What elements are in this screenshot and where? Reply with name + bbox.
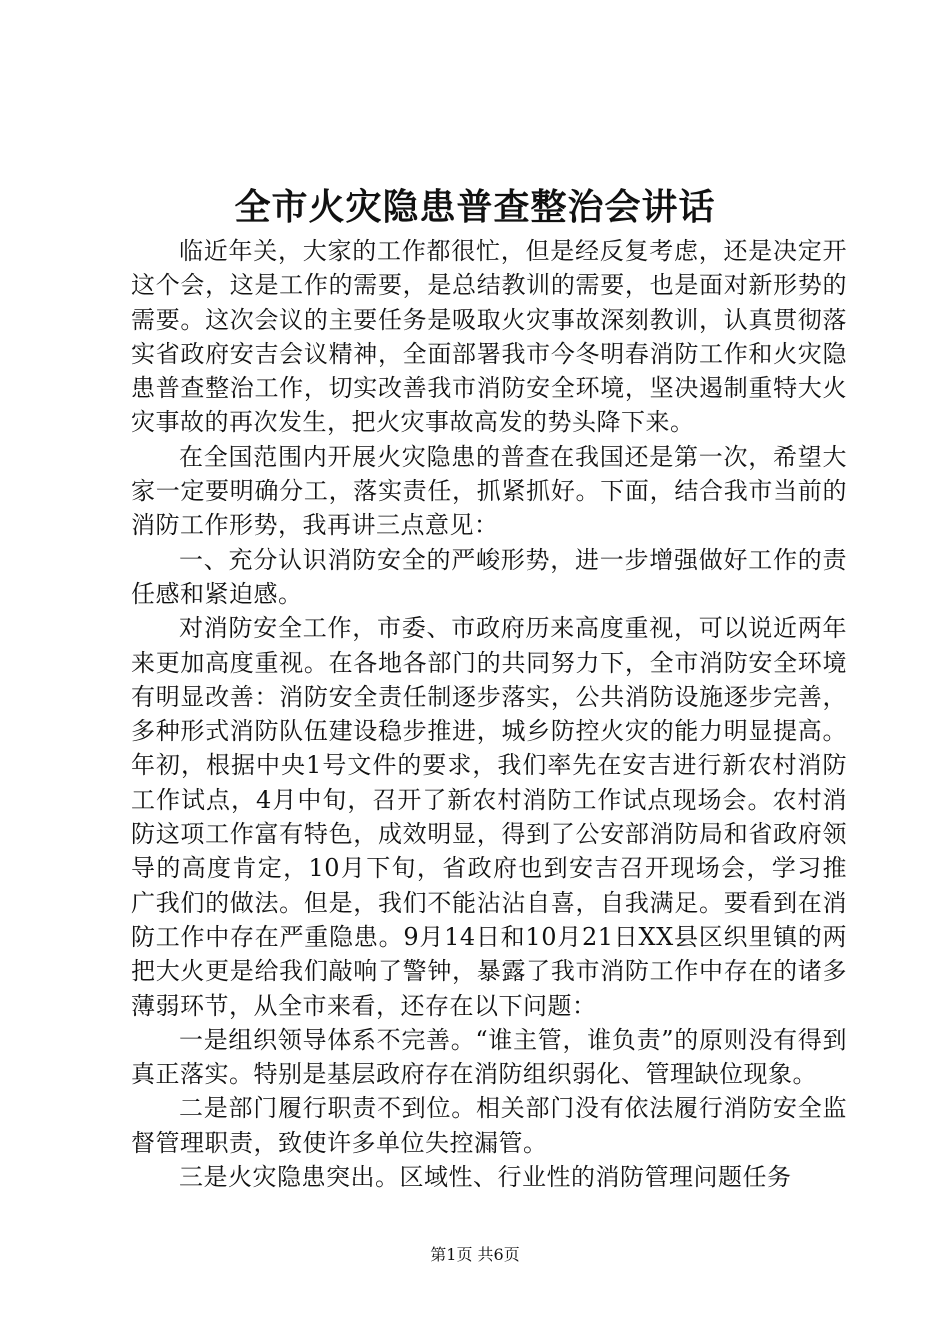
paragraph: 对消防安全工作，市委、市政府历来高度重视，可以说近两年来更加高度重视。在各地各部门的共同努力下，全市消防安全环境有明显改善：消防安全责任制逐步落实，公共消防设施逐步完善，多种形式消防队伍建设稳步推进，城乡防控火灾的能力明显提高。年初，根据中央1号文件的要求，我们率先在安吉进行新农村消防工作试点，4月中旬，召开了新农村消防工作试点现场会。农村消防这项工作富有特色，成效明显，得到了公安部消防局和省政府领导的高度肯定，10月下旬，省政府也到安吉召开现场会，学习推广我们的做法。但是，我们不能沾沾自喜，自我满足。要看到在消防工作中存在严重隐患。9月14日和10月21日XX县区织里镇的两把大火更是给我们敲响了警钟，暴露了我市消防工作中存在的诸多薄弱环节，从全市来看，还存在以下问题： [131,614,847,1020]
paragraph: 三是火灾隐患突出。区域性、行业性的消防管理问题任务 [179,1163,792,1192]
paragraph: 二是部门履行职责不到位。相关部门没有依法履行消防安全监督管理职责，致使许多单位失控漏管。 [131,1094,847,1157]
paragraph: 临近年关，大家的工作都很忙，但是经反复考虑，还是决定开这个会，这是工作的需要，是总结教训的需要，也是面对新形势的需要。这次会议的主要任务是吸取火灾事故深刻教训，认真贯彻落实省政府安吉会议精神，全面部署我市今冬明春消防工作和火灾隐患普查整治工作，切实改善我市消防安全环境，坚决遏制重特大火灾事故的再次发生，把火灾事故高发的势头降下来。 [131,237,847,437]
document-title: 全市火灾隐患普查整治会讲话 [234,186,716,228]
document-body [131,234,847,1194]
paragraph: 在全国范围内开展火灾隐患的普查在我国还是第一次，希望大家一定要明确分工，落实责任，抓紧抓好。下面，结合我市当前的消防工作形势，我再讲三点意见： [131,442,847,540]
page-footer: 第1页 共6页 [430,1245,520,1264]
paragraph: 一是组织领导体系不完善。“谁主管，谁负责”的原则没有得到真正落实。特别是基层政府存在消防组织弱化、管理缺位现象。 [131,1025,847,1089]
section-heading: 一、充分认识消防安全的严峻形势，进一步增强做好工作的责任感和紧迫感。 [131,545,847,608]
